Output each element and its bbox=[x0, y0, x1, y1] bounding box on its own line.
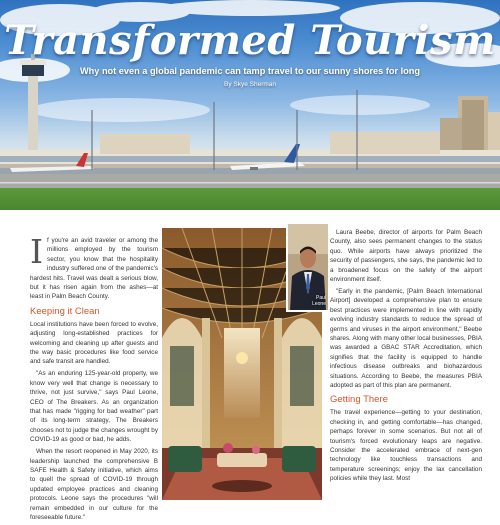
grass-strip bbox=[0, 188, 500, 210]
column-left bbox=[30, 232, 158, 525]
paragraph: Local institutions have been forced to evolve, adjusting long-established practices for welcoming and cleaning up after guests and the way basic procedures like food service and safe transit are handled. bbox=[30, 320, 158, 366]
portrait-photo bbox=[286, 222, 330, 312]
section-heading-keeping-it-clean: Keeping it Clean bbox=[30, 305, 100, 317]
paragraph: The travel experience—getting to your destination, checking in, and getting comfortable—has changed, perhaps forever in some scenarios. But not all of tourism's forced evolutionary leaps are negative. Consider the accelerated embrace of next-gen technology like touchless transactions and temperature screenings; enjoy the lax cancellation policies while they last. Most bbox=[330, 409, 482, 483]
paragraph: When the resort reopened in May 2020, its leadership launched the comprehensive B SAFE Health & Safety initiative, which aims to quell the spread of COVID-19 through updated employee practices and cleaning protocols. Leone says the procedures "will remain embedded in our culture for the foreseeable future." bbox=[30, 448, 158, 521]
paragraph: "As an enduring 125-year-old property, we know very well that change is necessary to thrive, not just survive," says Paul Leone, CEO of The Breakers. As an organization that has made "rigging for bad weather" part of its long-term strategy, The Breakers chooses not to judge the changes wrought by COVID-19 as good or bad, he adds. bbox=[30, 370, 158, 444]
article-title: Transformed Tourism bbox=[4, 17, 496, 64]
photo-caption: Paul Leone bbox=[312, 295, 326, 307]
section-heading-getting-there: Getting There bbox=[330, 394, 388, 406]
hero-image bbox=[0, 0, 500, 210]
paragraph: "Early in the pandemic, [Palm Beach International Airport] developed a comprehensive plan to ensure best practices were implemented in line with rapidly evolving industry standards to reduce the spread of germs and viruses in the airport environment," Beebe shares. Along with many other local businesses, PBIA was awarded a GBAC STAR Accreditation, which signifies that the facility is equipped to handle infectious disease outbreaks and biohazardous situations. According to Beebe, the measures PBIA adopted as part of this plan are permanent. bbox=[330, 287, 482, 389]
article-byline: By Skye Sherman bbox=[223, 81, 277, 88]
drop-cap: I bbox=[30, 232, 44, 271]
intro-paragraph: If you're an avid traveler or among the millions employed by the tourism sector, you know that the hospitality industry suffered one of the pandemic's hardest hits. Travel was dealt a serious blow, but it has risen again from the ashes—at least in Palm Beach County. bbox=[30, 232, 158, 301]
article-subtitle: Why not even a global pandemic can tamp travel to our sunny shores for long bbox=[80, 66, 420, 76]
paragraph: Laura Beebe, director of airports for Palm Beach County, also sees permanent changes to the status quo. While airports have always prioritized the security of passengers, she says, the pandemic led to a broadened focus on the safety of the airport environment itself. bbox=[330, 229, 482, 284]
column-right bbox=[330, 228, 482, 486]
office-building bbox=[440, 96, 500, 154]
